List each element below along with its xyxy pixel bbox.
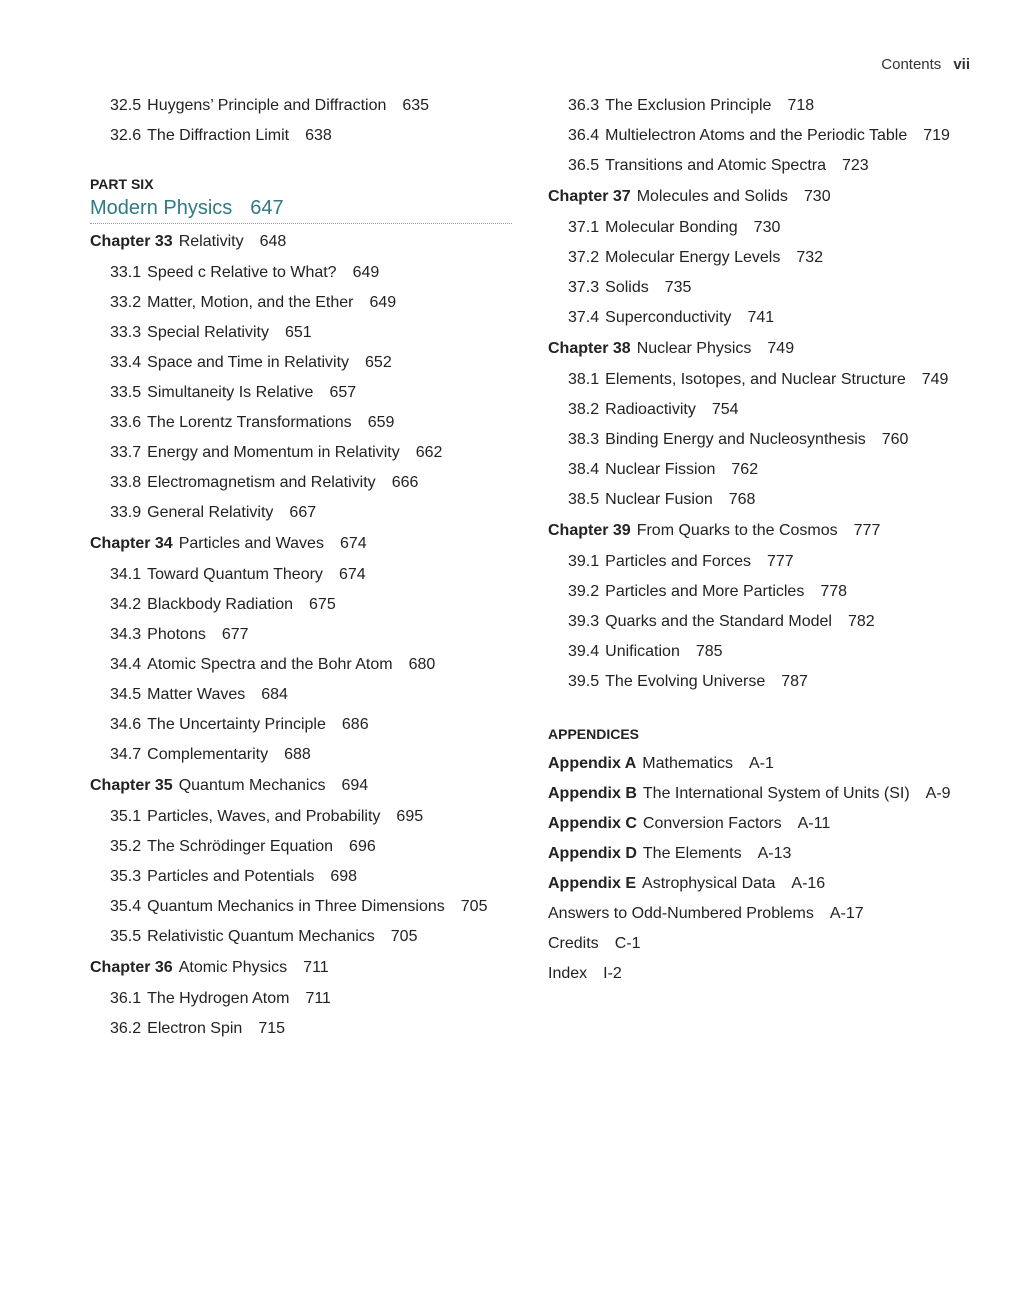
toc-right-column [548, 91, 978, 989]
page-number: 677 [221, 626, 249, 643]
section-number: 38.4 [568, 461, 600, 478]
section-number: 33.9 [110, 504, 142, 521]
chapter-title: From Quarks to the Cosmos [636, 522, 838, 539]
page-number: 649 [369, 294, 397, 311]
toc-section-entry[interactable] [90, 498, 512, 528]
toc-section-entry[interactable] [548, 485, 978, 515]
toc-chapter-entry[interactable] [90, 528, 512, 560]
section-number: 36.3 [568, 97, 600, 114]
section-title: Matter, Motion, and the Ether [147, 294, 354, 311]
page-number: 696 [349, 838, 376, 855]
toc-section-entry[interactable] [548, 213, 978, 243]
section-number: 34.4 [110, 656, 142, 673]
page-number: 785 [695, 643, 723, 660]
page-number: 635 [402, 97, 430, 114]
page-number: 659 [367, 414, 395, 431]
section-title: Multielectron Atoms and the Periodic Table [605, 127, 908, 144]
appendix-title: Conversion Factors [642, 815, 782, 832]
page-number: 749 [767, 340, 795, 357]
appendix-title: The International System of Units (SI) [642, 785, 910, 802]
toc-section-entry[interactable] [548, 607, 978, 637]
page-number: 730 [803, 188, 831, 205]
page-number: 723 [841, 157, 869, 174]
page-number: A-1 [749, 755, 774, 772]
appendix-title: Mathematics [642, 755, 733, 772]
part-page-number: 647 [250, 197, 284, 219]
toc-section-entry[interactable] [90, 348, 512, 378]
toc-chapter-entry[interactable] [90, 952, 512, 984]
page-number: 680 [408, 656, 436, 673]
toc-section-entry[interactable] [548, 667, 978, 697]
page-number: 705 [390, 928, 418, 945]
page-number: 695 [396, 808, 424, 825]
chapter-title: Relativity [178, 233, 244, 250]
section-number: 33.2 [110, 294, 142, 311]
toc-section-entry[interactable] [548, 121, 978, 151]
page-number: 698 [330, 868, 358, 885]
toc-section-entry[interactable] [90, 802, 512, 832]
section-title: Binding Energy and Nucleosynthesis [605, 431, 866, 448]
chapter-label: Chapter 37 [548, 188, 631, 205]
toc-section-entry[interactable] [90, 91, 512, 121]
toc-section-entry[interactable] [548, 273, 978, 303]
appendix-label: Appendix D [548, 845, 637, 862]
toc-section-entry[interactable] [90, 590, 512, 620]
section-number: 33.4 [110, 354, 142, 371]
page-number: I-2 [603, 965, 622, 982]
appendix-title: Astrophysical Data [642, 875, 776, 892]
toc-section-entry[interactable] [548, 151, 978, 181]
toc-section-entry[interactable] [548, 577, 978, 607]
toc-chapter-entry[interactable] [548, 333, 978, 365]
chapter-title: Quantum Mechanics [178, 777, 326, 794]
page-number: 694 [341, 777, 369, 794]
chapter-label: Chapter 35 [90, 777, 173, 794]
section-number: 34.2 [110, 596, 142, 613]
page-number: 719 [923, 127, 950, 144]
appendix-label: Appendix B [548, 785, 637, 802]
toc-section-entry[interactable] [548, 303, 978, 333]
section-number: 34.3 [110, 626, 142, 643]
section-title: Matter Waves [147, 686, 246, 703]
section-number: 39.3 [568, 613, 600, 630]
chapter-label: Chapter 34 [90, 535, 173, 552]
page-number: 674 [338, 566, 366, 583]
toc-section-entry[interactable] [548, 365, 978, 395]
toc-appendix-entry[interactable] [548, 899, 978, 929]
section-title: Particles and More Particles [605, 583, 805, 600]
toc-section-entry[interactable] [548, 547, 978, 577]
section-title: Elements, Isotopes, and Nuclear Structure [605, 371, 906, 388]
section-title: Toward Quantum Theory [147, 566, 323, 583]
section-title: The Schrödinger Equation [147, 838, 334, 855]
section-number: 38.1 [568, 371, 600, 388]
toc-chapter-entry[interactable] [548, 515, 978, 547]
toc-section-entry[interactable] [90, 710, 512, 740]
toc-appendix-entry[interactable] [548, 749, 978, 779]
section-title: Special Relativity [147, 324, 269, 341]
toc-section-entry[interactable] [90, 862, 512, 892]
section-title: Solids [605, 279, 649, 296]
chapter-label: Chapter 38 [548, 340, 631, 357]
page-number: 732 [796, 249, 824, 266]
chapter-title: Particles and Waves [178, 535, 324, 552]
page-number: 674 [339, 535, 367, 552]
appendix-label: Appendix E [548, 875, 637, 892]
part-title[interactable] [90, 195, 512, 224]
section-number: 33.5 [110, 384, 142, 401]
toc-section-entry[interactable] [90, 740, 512, 770]
page-number: A-17 [829, 905, 864, 922]
section-title: Speed c Relative to What? [147, 264, 337, 281]
section-number: 36.5 [568, 157, 600, 174]
section-title: Atomic Spectra and the Bohr Atom [147, 656, 393, 673]
toc-chapter-entry[interactable] [90, 770, 512, 802]
section-number: 34.5 [110, 686, 142, 703]
section-number: 36.1 [110, 990, 142, 1007]
section-title: Nuclear Fusion [605, 491, 713, 508]
section-number: 37.3 [568, 279, 600, 296]
page-number: A-9 [925, 785, 951, 802]
toc-left-column [90, 91, 512, 1044]
running-head-page: vii [953, 56, 970, 73]
page-number: A-13 [757, 845, 792, 862]
section-title: Radioactivity [605, 401, 696, 418]
page-number: 762 [731, 461, 759, 478]
toc-section-entry[interactable] [90, 438, 512, 468]
page-number: 657 [329, 384, 357, 401]
toc-section-entry[interactable] [90, 408, 512, 438]
section-title: Energy and Momentum in Relativity [147, 444, 400, 461]
appendices-list [548, 749, 978, 989]
toc-chapter-entry[interactable] [548, 181, 978, 213]
section-title: Quarks and the Standard Model [605, 613, 832, 630]
page-number: 667 [289, 504, 317, 521]
section-number: 32.6 [110, 127, 142, 144]
toc-section-entry[interactable] [548, 91, 978, 121]
section-number: 35.4 [110, 898, 142, 915]
page-number: 648 [259, 233, 287, 250]
section-number: 33.7 [110, 444, 142, 461]
section-number: 34.6 [110, 716, 142, 733]
appendix-title: The Elements [642, 845, 742, 862]
section-number: 35.5 [110, 928, 142, 945]
toc-left-list [90, 226, 512, 1044]
page-number: 662 [415, 444, 443, 461]
section-number: 35.3 [110, 868, 142, 885]
section-number: 36.2 [110, 1020, 142, 1037]
toc-section-entry[interactable] [90, 121, 512, 151]
toc-section-entry[interactable] [90, 650, 512, 680]
section-number: 38.2 [568, 401, 600, 418]
toc-appendix-entry[interactable] [548, 839, 978, 869]
page-number: 741 [747, 309, 775, 326]
appendix-label: Appendix C [548, 815, 637, 832]
toc-appendix-entry[interactable] [548, 959, 978, 989]
section-title: Space and Time in Relativity [147, 354, 350, 371]
section-number: 37.1 [568, 219, 600, 236]
toc-section-entry[interactable] [90, 258, 512, 288]
page-number: 777 [766, 553, 794, 570]
running-head-label: Contents [881, 56, 942, 73]
page-number: 777 [853, 522, 881, 539]
toc-section-entry[interactable] [90, 378, 512, 408]
page-number: 686 [341, 716, 369, 733]
page-number: 675 [309, 596, 336, 613]
page-number: A-11 [797, 815, 831, 832]
toc-section-entry[interactable] [548, 425, 978, 455]
section-number: 33.8 [110, 474, 142, 491]
page-number: 718 [787, 97, 815, 114]
page-number: 684 [261, 686, 288, 703]
section-number: 33.6 [110, 414, 142, 431]
section-title: Photons [147, 626, 206, 643]
section-title: The Diffraction Limit [147, 127, 290, 144]
toc-section-entry[interactable] [90, 922, 512, 952]
page-number: A-16 [791, 875, 826, 892]
chapter-label: Chapter 36 [90, 959, 173, 976]
section-number: 36.4 [568, 127, 600, 144]
section-number: 34.1 [110, 566, 142, 583]
toc-section-entry[interactable] [548, 455, 978, 485]
toc-section-entry[interactable] [90, 620, 512, 650]
section-title: Nuclear Fission [605, 461, 716, 478]
section-title: The Exclusion Principle [605, 97, 772, 114]
section-number: 37.2 [568, 249, 600, 266]
part-label: PART SIX [90, 176, 154, 192]
section-title: Relativistic Quantum Mechanics [147, 928, 375, 945]
section-title: The Hydrogen Atom [147, 990, 290, 1007]
section-title: Complementarity [147, 746, 269, 763]
page-number: 749 [921, 371, 949, 388]
toc-appendix-entry[interactable] [548, 809, 978, 839]
appendix-title: Index [548, 965, 588, 982]
page-number: 711 [305, 990, 331, 1007]
toc-section-entry[interactable] [90, 288, 512, 318]
page-number: 688 [284, 746, 311, 763]
section-title: Huygens’ Principle and Diffraction [147, 97, 387, 114]
section-number: 37.4 [568, 309, 600, 326]
page-number: 652 [365, 354, 392, 371]
page-number: 666 [391, 474, 419, 491]
section-title: Transitions and Atomic Spectra [605, 157, 826, 174]
toc-section-entry[interactable] [90, 680, 512, 710]
toc-section-entry[interactable] [548, 243, 978, 273]
section-title: Electromagnetism and Relativity [147, 474, 376, 491]
toc-section-entry[interactable] [90, 892, 512, 922]
section-number: 39.4 [568, 643, 600, 660]
page-number: 754 [711, 401, 739, 418]
chapter-title: Nuclear Physics [636, 340, 752, 357]
appendices-heading: APPENDICES [548, 726, 640, 742]
section-title: Particles and Forces [605, 553, 751, 570]
section-title: Molecular Energy Levels [605, 249, 781, 266]
page-number: 778 [820, 583, 848, 600]
toc-section-entry[interactable] [90, 318, 512, 348]
page-number: 735 [664, 279, 692, 296]
page-number: 730 [753, 219, 781, 236]
section-number: 34.7 [110, 746, 142, 763]
section-number: 39.1 [568, 553, 600, 570]
section-title: Particles, Waves, and Probability [147, 808, 381, 825]
page-number: 715 [258, 1020, 286, 1037]
toc-chapter-entry[interactable] [90, 226, 512, 258]
part-title-text: Modern Physics [90, 197, 233, 219]
toc-section-entry[interactable] [90, 984, 512, 1014]
toc-appendix-entry[interactable] [548, 929, 978, 959]
section-number: 39.5 [568, 673, 600, 690]
page-number: 705 [460, 898, 488, 915]
page-number: 651 [284, 324, 312, 341]
section-title: Molecular Bonding [605, 219, 738, 236]
toc-section-entry[interactable] [90, 1014, 512, 1044]
chapter-title: Atomic Physics [178, 959, 288, 976]
section-number: 35.1 [110, 808, 142, 825]
toc-section-entry[interactable] [90, 832, 512, 862]
section-title: The Lorentz Transformations [147, 414, 352, 431]
section-number: 32.5 [110, 97, 142, 114]
toc-section-entry[interactable] [90, 560, 512, 590]
chapter-title: Molecules and Solids [636, 188, 788, 205]
toc-section-entry[interactable] [90, 468, 512, 498]
page-number: 711 [303, 959, 329, 976]
section-number: 38.3 [568, 431, 600, 448]
page-number: 787 [781, 673, 808, 690]
appendix-label: Appendix A [548, 755, 637, 772]
appendix-title: Answers to Odd-Numbered Problems [548, 905, 814, 922]
section-title: Particles and Potentials [147, 868, 315, 885]
section-number: 33.1 [110, 264, 142, 281]
page-number: 782 [847, 613, 875, 630]
section-title: Blackbody Radiation [147, 596, 294, 613]
section-title: Electron Spin [147, 1020, 243, 1037]
section-title: Quantum Mechanics in Three Dimensions [147, 898, 445, 915]
section-title: General Relativity [147, 504, 274, 521]
chapter-label: Chapter 33 [90, 233, 173, 250]
section-title: The Evolving Universe [605, 673, 766, 690]
section-title: Superconductivity [605, 309, 732, 326]
page-number: 638 [305, 127, 332, 144]
section-title: Simultaneity Is Relative [147, 384, 314, 401]
toc-appendix-entry[interactable] [548, 869, 978, 899]
section-number: 38.5 [568, 491, 600, 508]
section-number: 39.2 [568, 583, 600, 600]
section-number: 33.3 [110, 324, 142, 341]
appendix-title: Credits [548, 935, 599, 952]
section-title: Unification [605, 643, 680, 660]
section-title: The Uncertainty Principle [147, 716, 326, 733]
page-number: 768 [728, 491, 756, 508]
page-number: 649 [352, 264, 380, 281]
running-head [881, 56, 970, 73]
toc-section-entry[interactable] [548, 395, 978, 425]
toc-section-entry[interactable] [548, 637, 978, 667]
toc-right-list [548, 91, 978, 697]
page-number: 760 [881, 431, 909, 448]
toc-appendix-entry[interactable] [548, 779, 978, 809]
page-number: C-1 [614, 935, 641, 952]
section-number: 35.2 [110, 838, 142, 855]
chapter-label: Chapter 39 [548, 522, 631, 539]
